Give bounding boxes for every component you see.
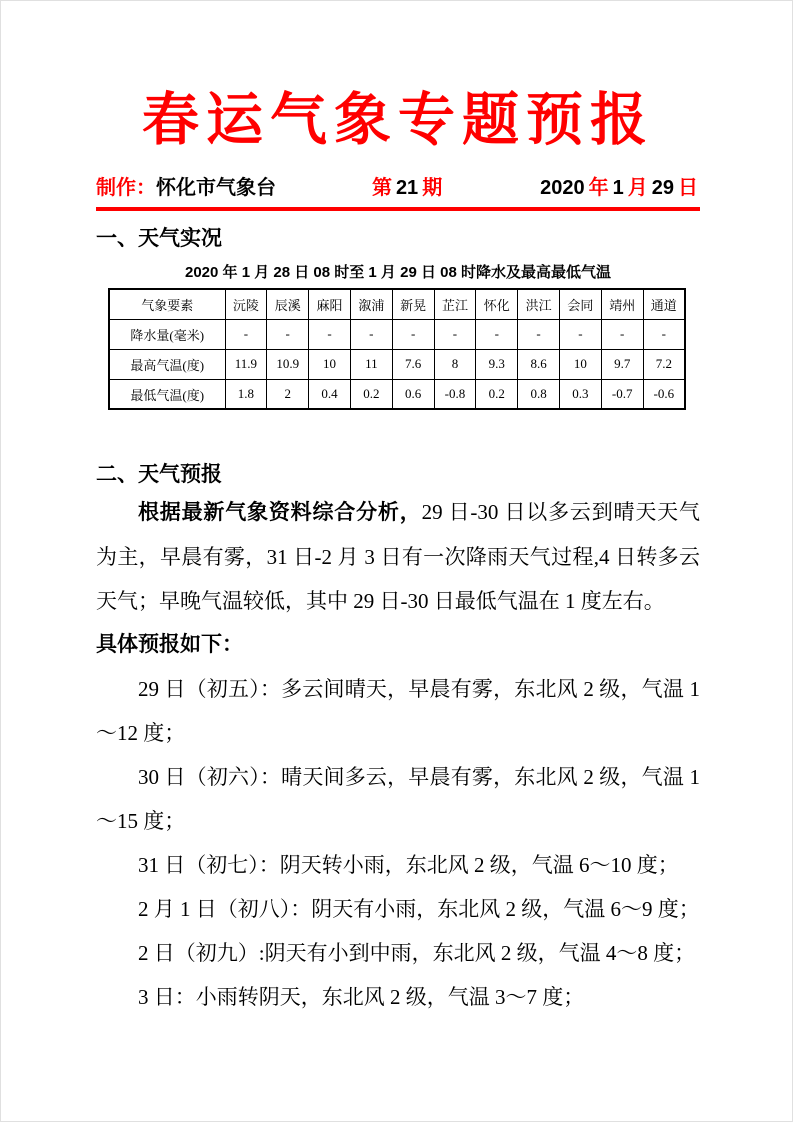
table-city-header: 通道 — [643, 289, 685, 319]
table-city-header: 芷江 — [434, 289, 476, 319]
producer-value: 怀化市气象台 — [156, 177, 276, 200]
section1-heading: 一、天气实况 — [96, 227, 222, 251]
forecast-item: 29 日（初五）：多云间晴天，早晨有雾，东北风 2 级，气温 1～12 度； — [96, 677, 700, 746]
table-row — [109, 379, 685, 409]
forecast-item: 31 日（初七）：阴天转小雨，东北风 2 级，气温 6～10 度； — [138, 853, 679, 878]
table-city-header: 靖州 — [601, 289, 643, 319]
producer — [96, 175, 276, 201]
table-cell: - — [434, 319, 476, 349]
issue-suffix: 期 — [422, 177, 443, 200]
table-city-header: 麻阳 — [309, 289, 351, 319]
table-title: 2020 年 1 月 28 日 08 时至 1 月 29 日 08 时降水及最高最低气温 — [185, 264, 611, 282]
date-year-unit: 年 — [588, 177, 609, 200]
weather-table-body — [109, 289, 685, 409]
table-cell: 2 — [267, 379, 309, 409]
date-month: 1 — [612, 177, 624, 200]
meta-row — [96, 175, 700, 201]
table-cell: 0.3 — [560, 379, 602, 409]
producer-label: 制作： — [96, 177, 156, 200]
table-city-header: 辰溪 — [267, 289, 309, 319]
table-cell: 10.9 — [267, 349, 309, 379]
doc-title: 春运气象专题预报 — [142, 89, 654, 152]
header-rule — [96, 207, 700, 211]
table-cell: 0.4 — [309, 379, 351, 409]
forecast-intro-body: 29 日-30 日以多云到晴天天气为主，早晨有雾，31 日-2 月 3 日有一次降雨天气过程,4 日转多云天气；早晚气温较低，其中 29 日-30 日最低气温在 1 度左右。 — [96, 500, 700, 614]
date-month-unit: 月 — [627, 177, 648, 200]
table-cell: 0.6 — [392, 379, 434, 409]
date-day-unit: 日 — [678, 177, 698, 200]
detail-heading: 具体预报如下： — [96, 633, 243, 657]
table-cell: 7.2 — [643, 349, 685, 379]
table-cell: 8 — [434, 349, 476, 379]
issue-prefix: 第 — [371, 177, 392, 200]
issue-number — [370, 175, 444, 201]
table-cell: - — [560, 319, 602, 349]
table-city-header: 沅陵 — [225, 289, 267, 319]
table-city-header: 洪江 — [518, 289, 560, 319]
table-cell: - — [518, 319, 560, 349]
table-cell: 1.8 — [225, 379, 267, 409]
forecast-item: 2 日（初九）:阴天有小到中雨，东北风 2 级，气温 4～8 度； — [138, 941, 696, 966]
table-cell: 10 — [560, 349, 602, 379]
table-city-header: 怀化 — [476, 289, 518, 319]
issue-value: 21 — [395, 177, 419, 200]
table-cell: - — [225, 319, 267, 349]
table-cell: - — [601, 319, 643, 349]
table-row — [109, 349, 685, 379]
table-row-label: 最低气温(度) — [109, 379, 225, 409]
table-cell: 11.9 — [225, 349, 267, 379]
table-city-header: 溆浦 — [350, 289, 392, 319]
forecast-intro-lead: 根据最新气象资料综合分析， — [138, 501, 422, 525]
table-cell: 8.6 — [518, 349, 560, 379]
forecast-intro — [96, 490, 700, 623]
table-cell: - — [643, 319, 685, 349]
date-day: 29 — [651, 177, 674, 200]
table-row-label: 降水量(毫米) — [109, 319, 225, 349]
table-cell: 7.6 — [392, 349, 434, 379]
table-cell: 11 — [350, 349, 392, 379]
table-cell: -0.6 — [643, 379, 685, 409]
doc-date — [538, 175, 700, 201]
table-city-header: 会同 — [560, 289, 602, 319]
date-year: 2020 — [540, 177, 585, 200]
table-corner-cell: 气象要素 — [109, 289, 225, 319]
table-header-row — [109, 289, 685, 319]
table-cell: - — [476, 319, 518, 349]
table-row-label: 最高气温(度) — [109, 349, 225, 379]
table-cell: 0.8 — [518, 379, 560, 409]
forecast-item: 2 月 1 日（初八）：阴天有小雨，东北风 2 级，气温 6～9 度； — [138, 897, 700, 922]
table-cell: 9.7 — [601, 349, 643, 379]
table-cell: 0.2 — [350, 379, 392, 409]
table-cell: 0.2 — [476, 379, 518, 409]
table-cell: - — [392, 319, 434, 349]
table-cell: - — [267, 319, 309, 349]
weather-table — [108, 288, 686, 410]
forecast-item: 3 日：小雨转阴天，东北风 2 级，气温 3～7 度； — [138, 985, 585, 1010]
table-cell: -0.8 — [434, 379, 476, 409]
forecast-item: 30 日（初六）：晴天间多云，早晨有雾，东北风 2 级，气温 1～15 度； — [96, 765, 700, 834]
table-row — [109, 319, 685, 349]
table-cell: - — [309, 319, 351, 349]
table-cell: - — [350, 319, 392, 349]
table-city-header: 新晃 — [392, 289, 434, 319]
section2-heading: 二、天气预报 — [96, 463, 222, 487]
table-cell: -0.7 — [601, 379, 643, 409]
table-cell: 9.3 — [476, 349, 518, 379]
forecast-list — [96, 667, 700, 1019]
table-cell: 10 — [309, 349, 351, 379]
